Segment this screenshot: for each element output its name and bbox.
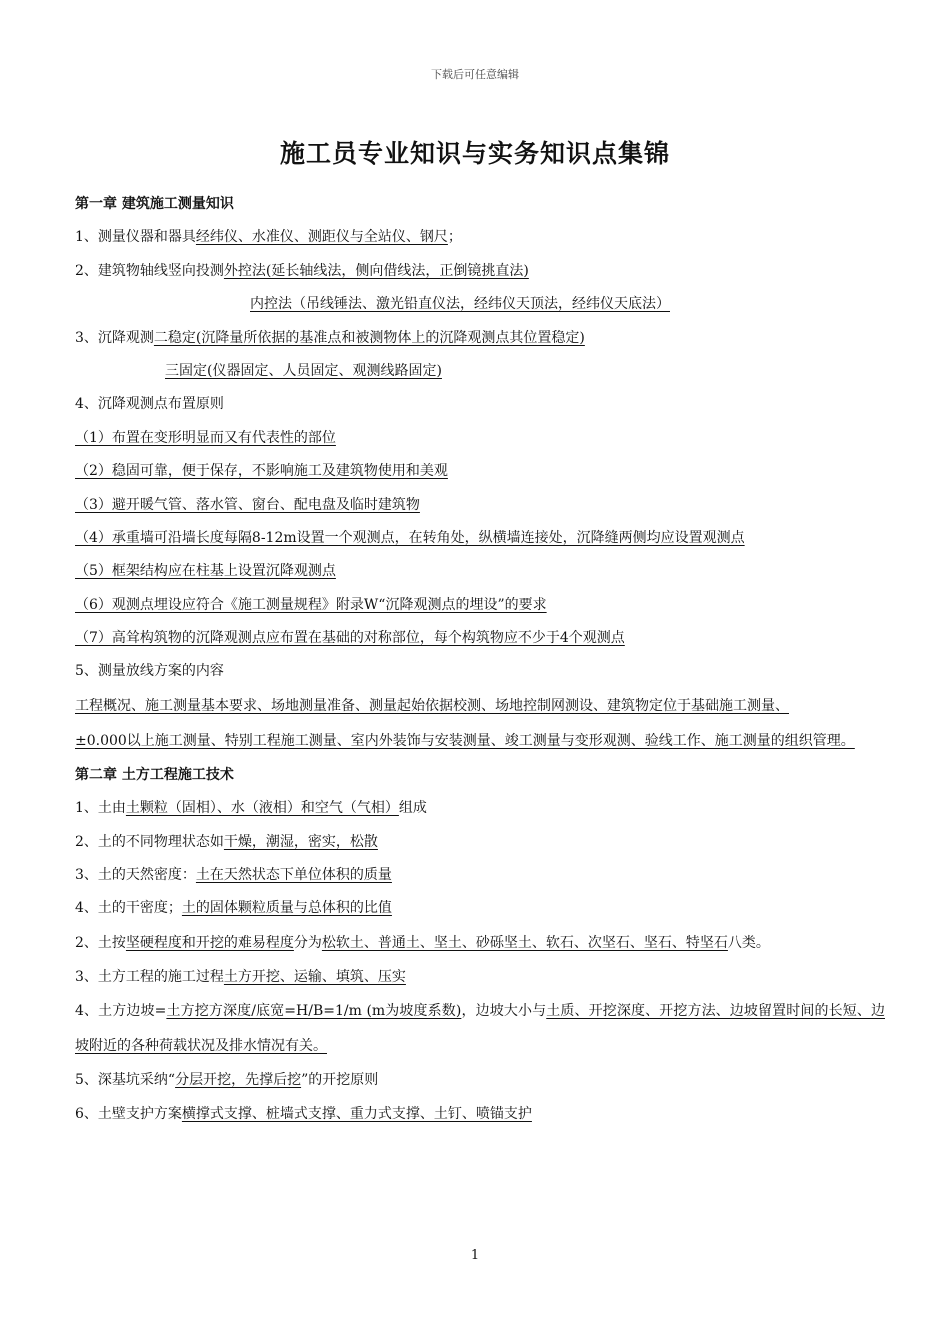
ch2-item-6: 3、土方工程的施工过程土方开挖、运输、填筑、压实 <box>75 968 406 985</box>
ch1-sub-1: （1）布置在变形明显而又有代表性的部位 <box>75 429 336 446</box>
ch2-item-4: 4、土的干密度；土的固体颗粒质量与总体积的比值 <box>75 900 392 917</box>
ch1-paragraph-2: ±0.000以上施工测量、特别工程施工测量、室内外装饰与安装测量、竣工测量与变形观测、验线工作、施工测量的组织管理。 <box>75 732 855 749</box>
ch1-sub-5: （5）框架结构应在柱基上设置沉降观测点 <box>75 563 336 580</box>
ch1-item-5: 5、测量放线方案的内容 <box>75 663 224 680</box>
chapter-2-heading: 第二章 土方工程施工技术 <box>75 766 234 783</box>
ch1-item-2: 2、建筑物轴线竖向投测外控法(延长轴线法，侧向借线法，正倒镜挑直法) <box>75 262 529 279</box>
ch2-item-2: 2、土的不同物理状态如干燥，潮湿，密实，松散 <box>75 833 378 850</box>
ch1-sub-3: （3）避开暖气管、落水管、窗台、配电盘及临时建筑物 <box>75 496 420 513</box>
ch1-item-2-cont: 内控法（吊线锤法、激光铅直仪法，经纬仪天顶法，经纬仪天底法） <box>250 296 670 313</box>
ch1-sub-4: （4）承重墙可沿墙长度每隔8-12m设置一个观测点，在转角处，纵横墙连接处，沉降缝两侧均应设置观测点 <box>75 529 745 546</box>
ch2-item-1: 1、土由土颗粒（固相）、水（液相）和空气（气相）组成 <box>75 800 427 817</box>
ch1-item-1: 1、测量仪器和器具经纬仪、水准仪、测距仪与全站仪、钢尺； <box>75 229 462 246</box>
ch2-item-9: 6、土壁支护方案横撑式支撑、桩墙式支撑、重力式支撑、土钉、喷锚支护 <box>75 1105 532 1122</box>
ch2-item-3: 3、土的天然密度：土在天然状态下单位体积的质量 <box>75 867 392 884</box>
ch1-sub-6: （6）观测点埋设应符合《施工测量规程》附录W“沉降观测点的埋设”的要求 <box>75 596 547 613</box>
ch1-item-4: 4、沉降观测点布置原则 <box>75 396 224 413</box>
page-number: 1 <box>470 1248 480 1263</box>
ch1-sub-2: （2）稳固可靠，便于保存，不影响施工及建筑物使用和美观 <box>75 463 448 480</box>
document-title: 施工员专业知识与实务知识点集锦 <box>279 139 670 168</box>
ch1-paragraph-1: 工程概况、施工测量基本要求、场地测量准备、测量起始依据校测、场地控制网测设、建筑物定位于基础施工测量、 <box>75 697 789 714</box>
ch1-item-3: 3、沉降观测二稳定(沉降量所依据的基准点和被测物体上的沉降观测点其位置稳定) <box>75 329 585 346</box>
document-body <box>75 188 885 1131</box>
ch2-item-7: 4、土方边坡=土方挖方深度/底宽=H/B=1/m (m为坡度系数)，边坡大小与土质、开挖深度、开挖方法、边坡留置时间的长短、边坡附近的各种荷载状况及排水情况有关。 <box>75 1003 885 1055</box>
ch1-sub-7: （7）高耸构筑物的沉降观测点应布置在基础的对称部位，每个构筑物应不少于4个观测点 <box>75 630 625 647</box>
page-header: 下载后可任意编辑 <box>431 68 519 81</box>
chapter-1-heading: 第一章 建筑施工测量知识 <box>75 196 234 212</box>
ch2-item-5: 2、土按坚硬程度和开挖的难易程度分为松软土、普通土、坚土、砂砾坚土、软石、次坚石、坚石、特坚石八类。 <box>75 934 770 951</box>
ch2-item-8: 5、深基坑采纳“分层开挖，先撑后挖”的开挖原则 <box>75 1072 379 1089</box>
ch1-item-3-cont: 三固定(仪器固定、人员固定、观测线路固定) <box>165 362 442 379</box>
